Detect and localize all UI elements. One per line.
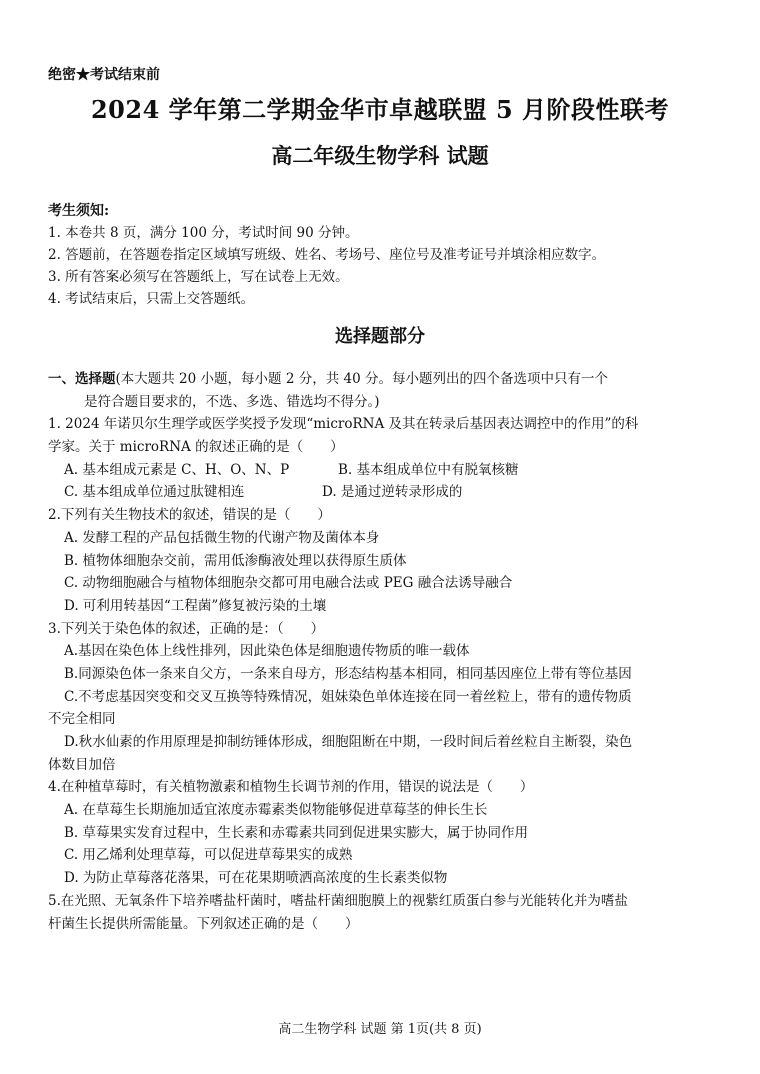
q1-options-cd	[48, 481, 720, 504]
q2-option-b: B. 植物体细胞杂交前，需用低渗酶液处理以获得原生质体	[64, 552, 407, 569]
q2-option-a: A. 发酵工程的产品包括微生物的代谢产物及菌体本身	[64, 529, 380, 546]
q1-option-c: C. 基本组成单位通过肽键相连	[64, 484, 245, 501]
secret-label: 绝密★考试结束前	[48, 67, 160, 83]
part-desc: (本大题共 20 小题，每小题 2 分，共 40 分。每小题列出的四个备选项中只有一个	[115, 371, 608, 387]
q4-option-c: C. 用乙烯利处理草莓，可以促进草莓果实的成熟	[64, 847, 353, 864]
section-title: 选择题部分	[335, 326, 425, 347]
exam-subtitle: 高二年级生物学科 试题	[271, 143, 489, 168]
q5-stem: 5.在光照、无氧条件下培养嗜盐杆菌时，嗜盐杆菌细胞膜上的视紫红质蛋白参与光能转化并为嗜盐	[48, 892, 628, 909]
q3-stem: 3.下列关于染色体的叙述，正确的是：（ ）	[48, 620, 325, 637]
q1-stem: 1. 2024 年诺贝尔生理学或医学奖授予发现“microRNA 及其在转录后基因表达调控中的作用”的科	[48, 416, 639, 433]
q2-stem: 2.下列有关生物技术的叙述，错误的是（ ）	[48, 507, 331, 524]
q1-option-b: B. 基本组成单位中有脱氧核糖	[338, 461, 519, 478]
q4-option-b: B. 草莓果实发育过程中，生长素和赤霉素共同到促进果实膨大，属于协同作用	[64, 824, 529, 841]
q4-stem: 4.在种植草莓时，有关植物激素和植物生长调节剂的作用，错误的说法是（ ）	[48, 779, 534, 796]
questions-block	[48, 368, 720, 935]
q3-option-d: D.秋水仙素的作用原理是抑制纺锤体形成，细胞阻断在中期，一段时间后着丝粒自主断裂，染色	[64, 734, 633, 750]
q1-option-a: A. 基本组成元素是 C、H、O、N、P	[64, 461, 290, 478]
notice-item: 1. 本卷共 8 页，满分 100 分，考试时间 90 分钟。	[48, 225, 359, 241]
q1-options-ab	[48, 459, 720, 482]
q4-option-a: A. 在草莓生长期施加适宜浓度赤霉素类似物能够促进草莓茎的伸长生长	[64, 802, 488, 819]
notice-heading: 考生须知:	[48, 203, 110, 219]
part-desc-cont: 是符合题目要求的，不选、多选、错选均不得分。)	[84, 393, 380, 410]
q2-option-c: C. 动物细胞融合与植物体细胞杂交都可用电融合法或 PEG 融合法诱导融合	[64, 575, 513, 592]
q3-option-a: A.基因在染色体上线性排列，因此染色体是细胞遗传物质的唯一载体	[64, 643, 470, 660]
q3-option-d-cont: 体数目加倍	[48, 756, 116, 773]
q1-option-d: D. 是通过逆转录形成的	[322, 484, 463, 501]
q1-stem-cont: 学家。关于 microRNA 的叙述正确的是（ ）	[48, 439, 344, 456]
q5-stem-cont: 杆菌生长提供所需能量。下列叙述正确的是（ ）	[48, 915, 359, 932]
q4-option-d: D. 为防止草莓落花落果，可在花果期喷洒高浓度的生长素类似物	[64, 870, 448, 887]
q2-option-d: D. 可利用转基因“工程菌”修复被污染的土壤	[64, 597, 327, 614]
notice-item: 4. 考试结束后，只需上交答题纸。	[48, 291, 255, 307]
notice-item: 2. 答题前，在答题卷指定区域填写班级、姓名、考场号、座位号及准考证号并填涂相应数字。	[48, 247, 606, 263]
exam-title: 2024 学年第二学期金华市卓越联盟 5 月阶段性联考	[90, 95, 670, 124]
page-footer: 高二生物学科 试题 第 1页(共 8 页)	[278, 1022, 482, 1037]
q3-option-c-cont: 不完全相同	[48, 711, 116, 728]
notice-item: 3. 所有答案必须写在答题纸上，写在试卷上无效。	[48, 269, 349, 285]
q3-option-c: C.不考虑基因突变和交叉互换等特殊情况，姐妹染色单体连接在同一着丝粒上，带有的遗传物质	[64, 688, 632, 705]
part-label: 一、选择题	[48, 371, 116, 387]
q3-option-b: B.同源染色体一条来自父方，一条来自母方，形态结构基本相同，相同基因座位上带有等位基因	[64, 665, 632, 682]
part-heading	[48, 368, 720, 391]
